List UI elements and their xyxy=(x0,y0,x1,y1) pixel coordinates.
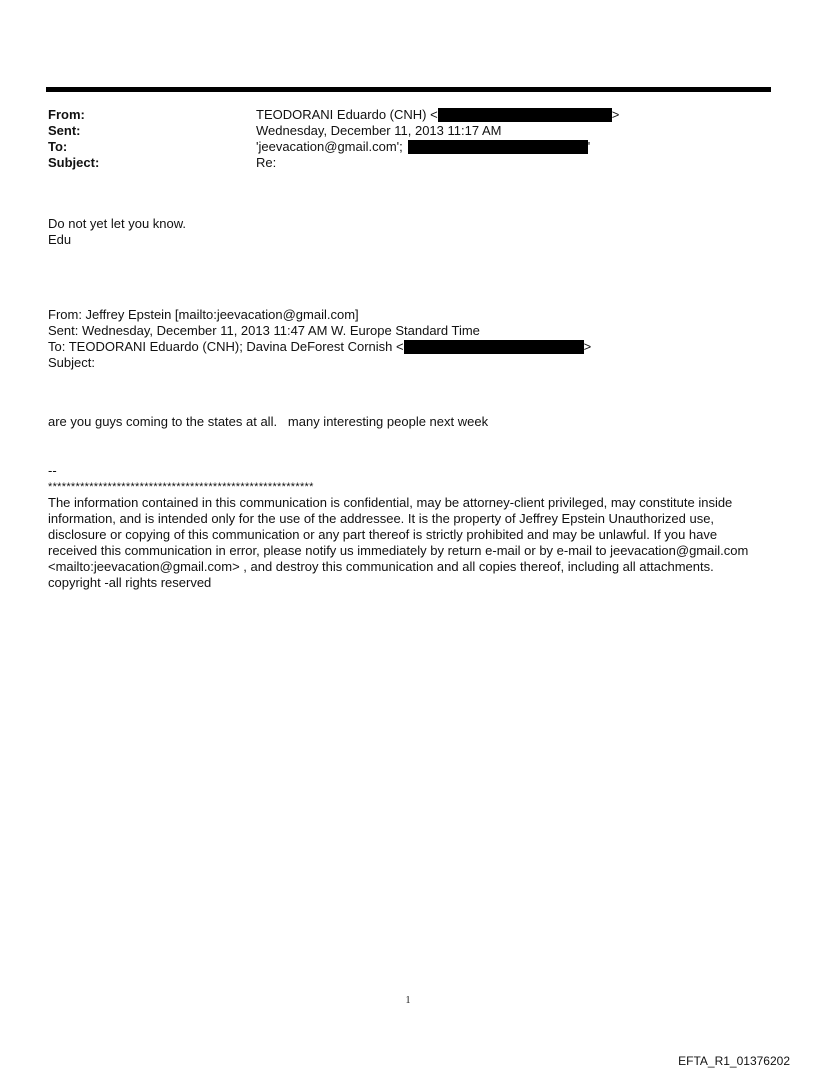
subject-value: Re: xyxy=(256,155,277,170)
to-value xyxy=(256,139,590,155)
subject-label: Subject: xyxy=(48,155,100,170)
page-number: 1 xyxy=(405,995,411,1006)
disclaimer-text: The information contained in this communication is confidential, may be attorney-client privileged, may constitute inside information, and is intended only for the use of the addressee. It is the property of Jeffrey Epstein Unauthorized use, disclosure or copying of this communication or any part thereof is strictly prohibited and may be unlawful. If you have received this communication in error, please notify us immediately by return e-mail or by e-mail to jeevacation@gmail.com <mailto:jeevacation@gmail.com> , and destroy this communication and all copies thereof, including all attachments. copyright -all rights reserved xyxy=(48,495,749,590)
quoted-to-close: > xyxy=(583,339,592,354)
from-value xyxy=(256,107,619,123)
quoted-to-redaction xyxy=(404,340,584,354)
quoted-message xyxy=(48,414,768,430)
to-row xyxy=(48,139,768,155)
from-sender: TEODORANI Eduardo (CNH) < xyxy=(256,107,438,122)
reply-body xyxy=(48,216,768,248)
quoted-from-line: From: Jeffrey Epstein [mailto:jeevacation@gmail.com] xyxy=(48,307,359,322)
to-label: To: xyxy=(48,139,68,154)
sent-row xyxy=(48,123,768,139)
signature-block xyxy=(48,463,768,591)
signature-dashes: -- xyxy=(48,463,57,478)
from-bracket-close: > xyxy=(611,107,620,122)
sent-value: Wednesday, December 11, 2013 11:17 AM xyxy=(256,123,502,138)
from-email-redaction xyxy=(438,108,612,122)
subject-row xyxy=(48,155,768,171)
quoted-to-line: To: TEODORANI Eduardo (CNH); Davina DeForest Cornish < xyxy=(48,339,404,354)
sent-label: Sent: xyxy=(48,123,81,138)
to-quote-close: ' xyxy=(587,139,591,154)
quoted-to-row xyxy=(48,339,768,355)
header-divider xyxy=(46,87,771,92)
quoted-sent-line: Sent: Wednesday, December 11, 2013 11:47 AM W. Europe Standard Time xyxy=(48,323,480,338)
quoted-subject-line: Subject: xyxy=(48,355,95,370)
to-recipient: 'jeevacation@gmail.com'; xyxy=(256,139,403,154)
signature-stars: ********************************************************** xyxy=(48,481,314,493)
reply-line: Do not yet let you know. xyxy=(48,216,187,231)
document-id: EFTA_R1_01376202 xyxy=(678,1054,790,1068)
reply-signoff: Edu xyxy=(48,232,72,247)
quoted-header xyxy=(48,307,768,371)
to-recipient-redaction xyxy=(408,139,591,154)
quoted-message-text: are you guys coming to the states at all. many interesting people next week xyxy=(48,414,489,429)
from-row xyxy=(48,107,768,123)
from-label: From: xyxy=(48,107,85,122)
email-header xyxy=(48,107,768,171)
